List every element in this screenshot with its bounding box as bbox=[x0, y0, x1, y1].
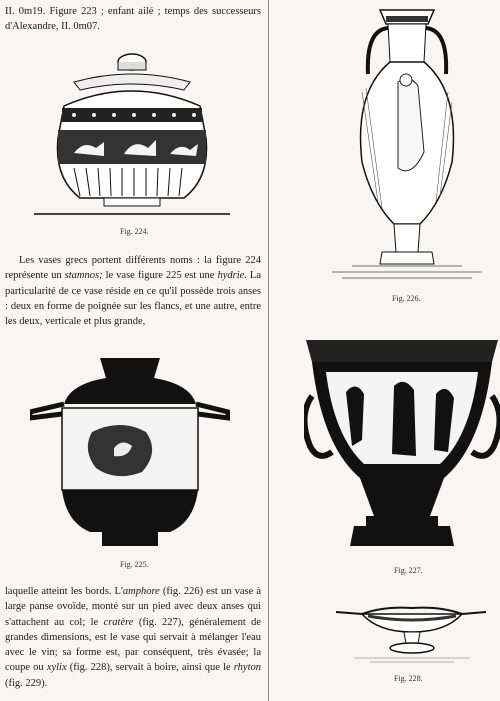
paragraph-1 bbox=[5, 253, 261, 329]
figure-224-caption: Fig. 224. bbox=[120, 227, 149, 236]
paragraph-2 bbox=[5, 584, 261, 691]
para2-text-a: laquelle atteint les bords. L' bbox=[5, 586, 123, 597]
stamnos-vase-illustration bbox=[34, 48, 230, 218]
figure-226-caption: Fig. 226. bbox=[392, 294, 421, 303]
para2-text-b: (fig. 226) est un vase à large panse ovoïde, monté sur un pied avec deux anses qui s'attachent au col; le bbox=[5, 586, 262, 628]
amphora-vase-illustration bbox=[332, 2, 482, 284]
term-cratere: cratère bbox=[103, 616, 134, 628]
figure-228-caption: Fig. 228. bbox=[394, 674, 423, 683]
term-hydrie: hydrie. bbox=[217, 270, 247, 282]
term-rhyton: rhyton bbox=[233, 662, 261, 674]
para1-text-c: La particularité de ce vase réside en ce qu'il possède trois anses : deux en forme de poignée sur les flancs, et une autre, entre les deux, verticale et plus grande, bbox=[5, 270, 261, 328]
para1-text-b: le vase figure 225 est une bbox=[102, 270, 218, 282]
column-divider bbox=[268, 0, 269, 701]
top-caption bbox=[5, 4, 261, 35]
term-amphore: amphore bbox=[122, 586, 160, 597]
kylix-cup-illustration bbox=[334, 604, 488, 664]
figure-225-caption: Fig. 225. bbox=[120, 560, 149, 569]
para2-text-e: (fig. 229). bbox=[5, 677, 48, 689]
para1-text-a: Les vases grecs portent différents noms : la figure 224 représente un bbox=[5, 255, 261, 282]
para2-text-d: (fig. 228), servait à boire, ainsi que le bbox=[66, 662, 234, 674]
krater-vase-illustration bbox=[304, 336, 500, 554]
paragraph-2-text bbox=[5, 584, 261, 691]
para2-text-c: (fig. 227), généralement de grandes dimensions, est le vase qui servait à mélanger l'eau avec le vin; sa forme est, par conséquent, très évasée; la coupe ou bbox=[5, 616, 262, 674]
figure-227-caption: Fig. 227. bbox=[394, 566, 423, 575]
term-xylix: xylix bbox=[46, 662, 67, 674]
term-stamnos: stamnos; bbox=[64, 270, 103, 282]
hydria-vase-illustration bbox=[30, 352, 230, 552]
paragraph-1-text bbox=[5, 253, 261, 329]
top-caption-text: II. 0m19. Figure 223 ; enfant ailé ; temps des successeurs d'Alexandre, II. 0m07. bbox=[5, 6, 261, 33]
